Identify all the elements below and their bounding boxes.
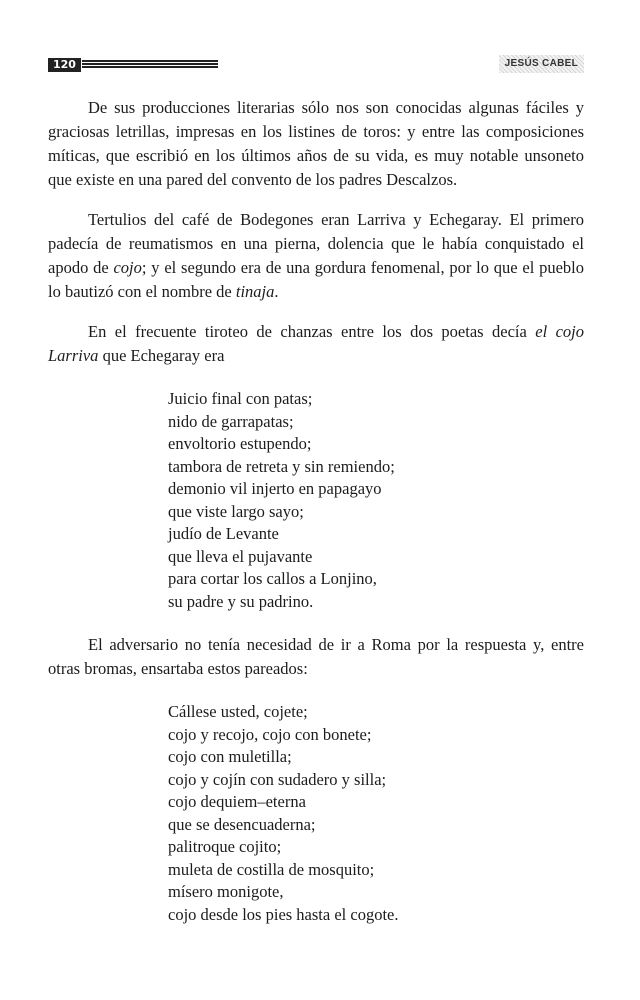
verse-block-2 [168,701,584,926]
verse-line: muleta de costilla de mosquito; [168,859,375,879]
verse-line: mísero monigote, [168,882,284,901]
running-head-author: JESÚS CABEL [499,55,584,73]
verse-line: demonio vil injerto en papagayo [168,479,382,498]
paragraph-3-italic: el cojo Larriva [48,322,584,365]
paragraph-2 [48,208,584,304]
header-rule [82,60,218,68]
verse-line: cojo y recojo, cojo con bonete; [168,724,372,744]
verse-line: nido de garrapatas; [168,411,294,431]
verse-line: palitroque cojito; [168,837,282,856]
verse-line: que lleva el pujavante [168,546,313,566]
verse-line: cojo con muletilla; [168,747,292,766]
verse-line: que viste largo sayo; [168,501,304,521]
verse-line: que se desencuaderna; [168,814,316,834]
paragraph-1: De sus producciones literarias sólo nos son conocidas algunas fáciles y graciosas letrillas, impresas en los listines de toros: y entre las composiciones míticas, que escribió en los últimos años de su vida, es muy notable unsoneto que existe en una pared del convento de los padres Descalzos. [48,98,584,189]
paragraph-4: El adversario no tenía necesidad de ir a Roma por la respuesta y, entre otras bromas, ensartaba estos pareados: [48,635,584,678]
verse-line: Cállese usted, cojete; [168,702,308,721]
paragraph-2-italic-tinaja: tinaja [235,282,275,301]
paragraph-3-text-a: En el frecuente tiroteo de chanzas entre los dos poetas decía [88,322,536,341]
paragraph-2-text-a: Tertulios del café de Bodegones eran Larriva y Echegaray. El primero padecía de reumatismos en una pierna, dolencia que le había conquistado el apodo de [48,210,584,277]
page-number: 120 [48,58,81,72]
verse-line: para cortar los callos a Lonjino, [168,569,377,588]
page-header [48,55,584,73]
verse-line: envoltorio estupendo; [168,434,312,453]
verse-line: Juicio final con patas; [168,389,313,408]
verse-line: tambora de retreta y sin remiendo; [168,456,395,476]
verse-line: cojo desde los pies hasta el cogote. [168,904,399,924]
verse-block-1 [168,388,584,613]
paragraph-3 [48,320,584,368]
verse-line: judío de Levante [168,524,279,543]
paragraph-2-italic-cojo: cojo [113,258,142,277]
paragraph-2-text-e: . [274,282,279,301]
paragraph-3-text-c: que Echegaray era [98,346,225,365]
paragraph-2-text-c: ; y el segundo era de una gordura fenomenal, por lo que el pueblo lo bautizó con el nombre de [48,258,584,301]
verse-line: cojo y cojín con sudadero y silla; [168,769,387,789]
verse-line: cojo dequiem–eterna [168,792,306,811]
verse-line: su padre y su padrino. [168,591,314,611]
page-body [48,96,584,946]
